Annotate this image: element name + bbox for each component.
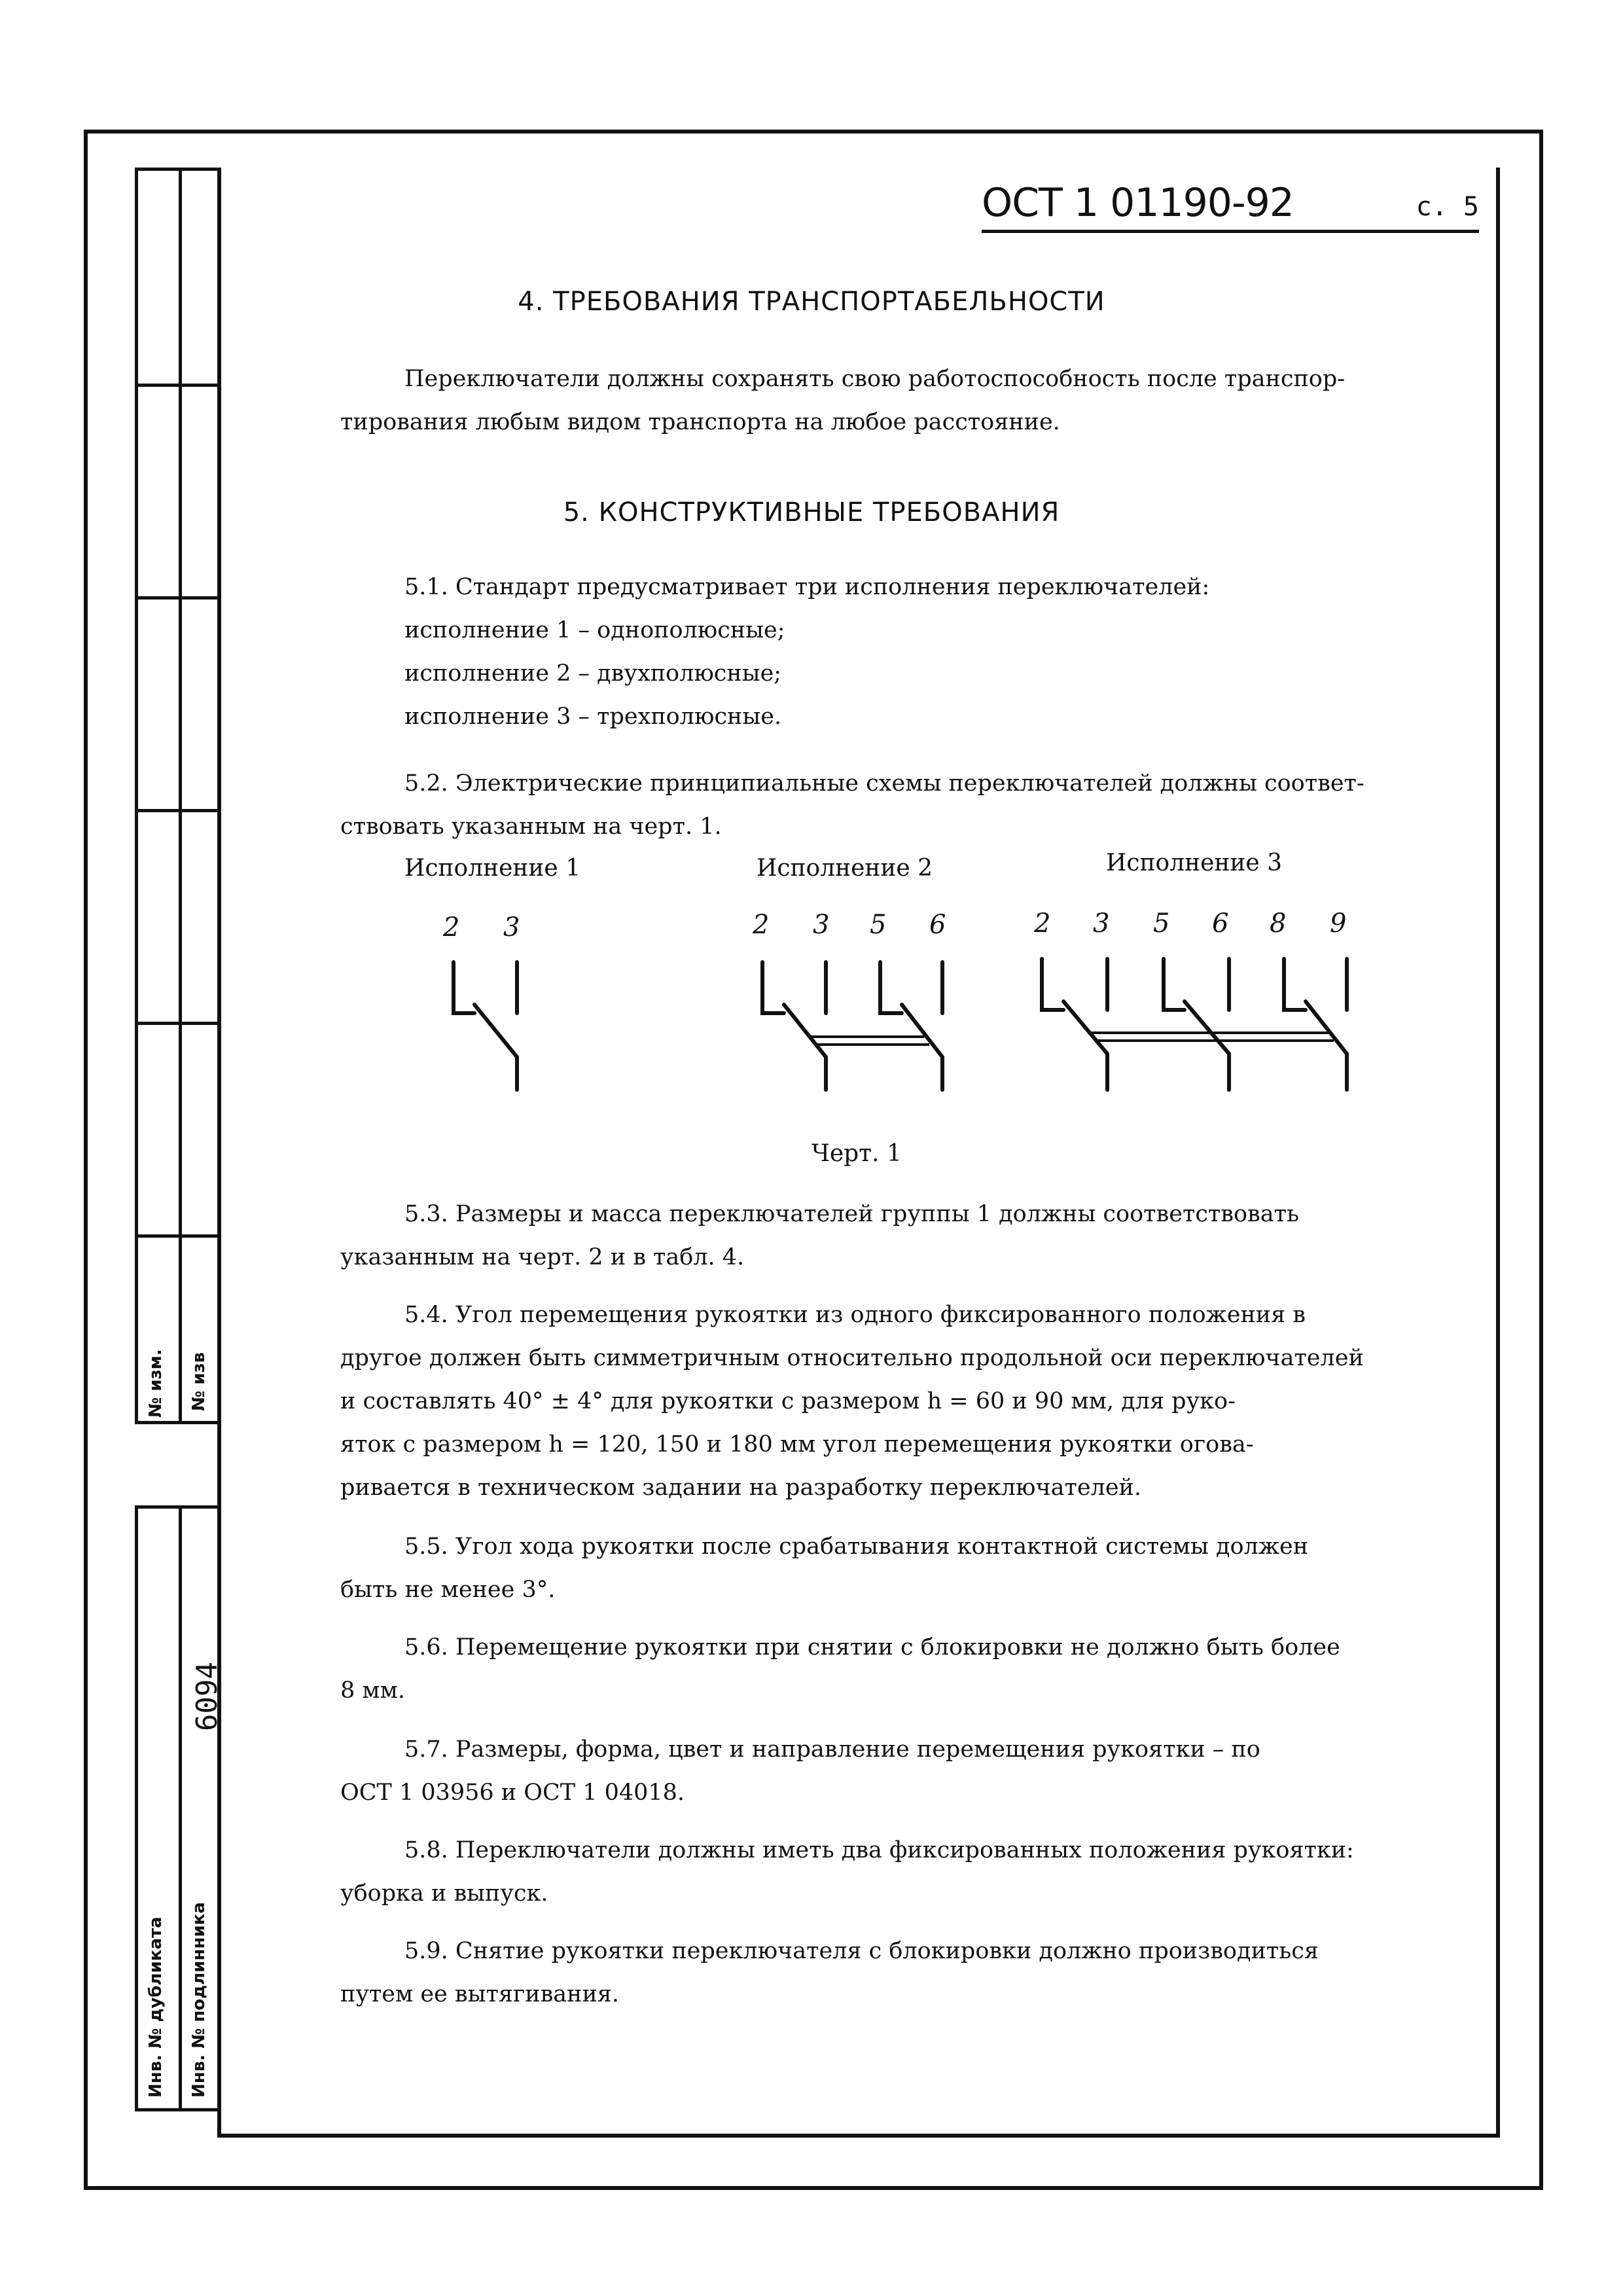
paragraph-5-8: 5.8. Переключатели должны иметь два фиксированных положения рукоятки: уборка и выпуск. bbox=[340, 1837, 1354, 1907]
exec-2-poles bbox=[762, 962, 942, 1090]
exec-3-term-6: 6 bbox=[1212, 908, 1229, 939]
exec-3-term-3: 3 bbox=[1093, 908, 1110, 939]
paragraph-5-6: 5.6. Перемещение рукоятки при снятии с блокировки не должно быть более 8 мм. bbox=[340, 1634, 1340, 1704]
exec-3-term-8: 8 bbox=[1270, 908, 1287, 939]
original-inventory-value: 6094 bbox=[190, 1662, 224, 1731]
exec-1-term-3: 3 bbox=[503, 912, 520, 942]
duplicate-inventory-label: Инв. № дубликата bbox=[146, 1916, 166, 2098]
document-code: ОСТ 1 01190-92 bbox=[982, 180, 1294, 226]
exec-2-term-2: 2 bbox=[753, 910, 770, 940]
paragraph-5-7: 5.7. Размеры, форма, цвет и направление перемещения рукоятки – по ОСТ 1 03956 и ОСТ 1 04018. bbox=[340, 1736, 1260, 1806]
original-inventory-label: Инв. № подлинника bbox=[189, 1902, 209, 2098]
exec-3-poles bbox=[1042, 959, 1347, 1090]
exec-2-term-3: 3 bbox=[813, 910, 830, 940]
paragraph-5-4: 5.4. Угол перемещения рукоятки из одного фиксированного положения в другое должен быть симметричным относительно продольной оси переключателей и составлять 40° ± 4° для рукоятки с размером h = 60 и 90 мм, для руко- яток с размером h = 120, 150 и 180 мм угол перемещения рукоятки огова- ривается в техническом задании на разработку переключателей. bbox=[340, 1302, 1364, 1501]
exec-3-term-2: 2 bbox=[1034, 908, 1051, 939]
paragraph-5-2: 5.2. Электрические принципиальные схемы переключателей должны соответ- ствовать указанным на черт. 1. bbox=[340, 770, 1364, 840]
exec-1-label: Исполнение 1 bbox=[404, 855, 581, 882]
exec-2-term-6: 6 bbox=[929, 910, 946, 940]
exec-2-term-5: 5 bbox=[870, 910, 887, 940]
section-5-title: 5. КОНСТРУКТИВНЫЕ ТРЕБОВАНИЯ bbox=[563, 497, 1060, 528]
change-number-label: № изм. bbox=[146, 1349, 166, 1418]
section-4-text: Переключатели должны сохранять свою работоспособность после транспор- тирования любым видом транспорта на любое расстояние. bbox=[340, 366, 1346, 435]
exec-2-label: Исполнение 2 bbox=[757, 855, 933, 882]
paragraph-5-1: 5.1. Стандарт предусматривает три исполнения переключателей: исполнение 1 – однополюсные; исполнение 2 – двухполюсные; исполнение 3 – трехполюсные. bbox=[404, 574, 1210, 730]
paragraph-5-3: 5.3. Размеры и масса переключателей группы 1 должны соответствовать указанным на черт. 2 и в табл. 4. bbox=[340, 1201, 1300, 1270]
notice-number-label: № изв bbox=[189, 1352, 209, 1411]
figure-caption: Черт. 1 bbox=[812, 1140, 902, 1167]
page-number: с. 5 bbox=[1416, 192, 1479, 222]
exec-1-pole bbox=[454, 962, 517, 1090]
exec-1-term-2: 2 bbox=[443, 912, 460, 942]
paragraph-5-9: 5.9. Снятие рукоятки переключателя с блокировки должно производиться путем ее вытягивания. bbox=[340, 1938, 1319, 2007]
exec-3-label: Исполнение 3 bbox=[1106, 850, 1283, 876]
section-4-title: 4. ТРЕБОВАНИЯ ТРАНСПОРТАБЕЛЬНОСТИ bbox=[518, 287, 1105, 317]
exec-3-term-9: 9 bbox=[1330, 908, 1347, 939]
exec-3-term-5: 5 bbox=[1153, 908, 1170, 939]
mechanical-links bbox=[808, 1033, 1334, 1045]
paragraph-5-5: 5.5. Угол хода рукоятки после срабатывания контактной системы должен быть не менее 3°. bbox=[340, 1534, 1309, 1603]
